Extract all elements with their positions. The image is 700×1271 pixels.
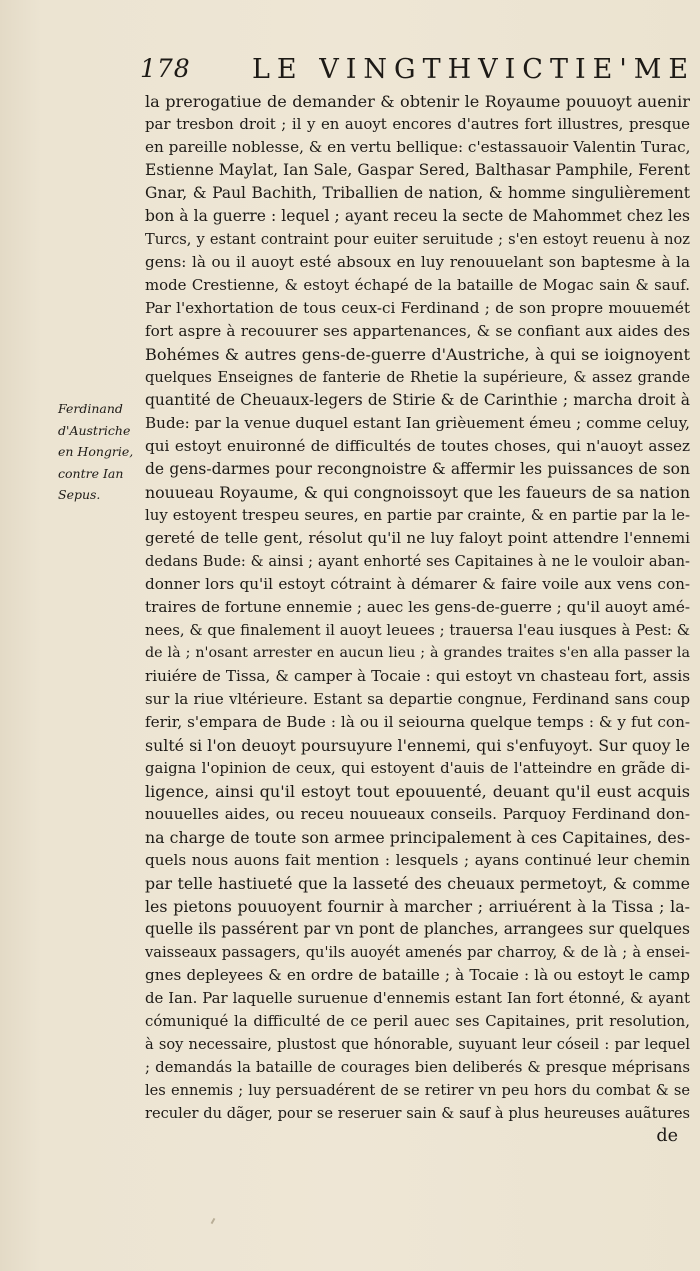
text-line: Bohémes & autres gens-de-guerre d'Austriche, à qui se ioignoyent	[145, 345, 690, 364]
text-line: dedans Bude: & ainsi ; ayant enhorté ses Capitaines à ne le vouloir aban-	[145, 553, 690, 570]
text-line: donner lors qu'il estoyt cótraint à démarer & faire voile aux vens con-	[145, 575, 690, 593]
text-line: gereté de telle gent, résolut qu'il ne luy faloyt point attendre l'ennemi	[145, 529, 690, 547]
text-line: par telle hastiueté que la lasseté des cheuaux permetoyt, & comme	[145, 874, 690, 893]
text-line: fort aspre à recouurer ses appartenances, & se confiant aux aides des	[145, 322, 690, 340]
text-line: de gens-darmes pour recongnoistre & affermir les puissances de son	[145, 460, 690, 478]
text-line: à soy necessaire, plustost que hónorable, suyuant leur cóseil : par lequel	[145, 1036, 690, 1053]
page-header	[140, 54, 695, 88]
page-number: 178	[140, 54, 191, 83]
text-line: Par l'exhortation de tous ceux-ci Ferdinand ; de son propre mouuemét	[145, 299, 690, 317]
text-line: de Ian. Par laquelle suruenue d'ennemis estant Ian fort étonné, & ayant	[145, 989, 690, 1007]
running-head: LE VINGTHVICTIE'ME	[252, 54, 696, 85]
text-line: sulté si l'on deuoyt poursuyure l'ennemi, qui s'enfuyoyt. Sur quoy le	[145, 736, 690, 755]
text-line: quelle ils passérent par vn pont de planches, arrangees sur quelques	[145, 920, 690, 938]
text-line: nouuelles aides, ou receu nouueaux conseils. Parquoy Ferdinand don-	[145, 805, 690, 823]
text-line: de	[656, 1126, 678, 1146]
text-line: en pareille noblesse, & en vertu bellique: c'estassauoir Valentin Turac,	[145, 138, 690, 156]
text-line: bon à la guerre : lequel ; ayant receu la secte de Mahommet chez les	[145, 207, 690, 225]
text-line: Gnar, & Paul Bachith, Triballien de nation, & homme singulièrement	[145, 184, 690, 202]
text-line: quantité de Cheuaux-legers de Stirie & de Carinthie ; marcha droit à	[145, 391, 690, 409]
margin-note: Ferdinand d'Austriche en Hongrie, contre Ian Sepus.	[58, 401, 134, 502]
text-line: de là ; n'osant arrester en aucun lieu ; à grandes traites s'en alla passer la	[145, 645, 690, 661]
body-text	[145, 90, 690, 1148]
text-line: les pietons pouuoyent fournir à marcher ; arriuérent à la Tissa ; la-	[145, 897, 690, 916]
text-line: nees, & que finalement il auoyt leuees ; trauersa l'eau iusques à Pest: &	[145, 621, 690, 639]
text-line: mode Crestienne, & estoyt échapé de la bataille de Mogac sain & sauf.	[145, 276, 690, 294]
text-line: ligence, ainsi qu'il estoyt tout epouuenté, deuant qu'il eust acquis	[145, 782, 690, 801]
text-line: gaigna l'opinion de ceux, qui estoyent d'auis de l'atteindre en grãde di-	[145, 759, 690, 777]
text-line: gens: là ou il auoyt esté absoux en luy renouuelant son baptesme à la	[145, 253, 690, 271]
text-line: Turcs, y estant contraint pour euiter seruitude ; s'en estoyt reuenu à noz	[145, 231, 690, 248]
text-line: quels nous auons fait mention : lesquels ; ayans continué leur chemin	[145, 851, 690, 869]
text-line: la prerogatiue de demander & obtenir le Royaume pouuoyt auenir	[145, 92, 690, 111]
text-line: par tresbon droit ; il y en auoyt encores d'autres fort illustres, presque	[145, 115, 690, 133]
text-line: Estienne Maylat, Ian Sale, Gaspar Sered, Balthasar Pamphile, Ferent	[145, 161, 690, 179]
text-line: cómuniqué la difficulté de ce peril auec ses Capitaines, prit resolution,	[145, 1012, 690, 1030]
text-line: qui estoyt enuironné de difficultés de toutes choses, qui n'auoyt assez	[145, 437, 690, 455]
paper-speck	[211, 1218, 216, 1224]
text-line: ; demandás la bataille de courages bien deliberés & presque méprisans	[145, 1058, 690, 1076]
text-line: sur la riue vltérieure. Estant sa departie congnue, Ferdinand sans coup	[145, 690, 690, 708]
text-line: luy estoyent trespeu seures, en partie par crainte, & en partie par la le-	[145, 506, 690, 524]
text-line: nouueau Royaume, & qui congnoissoyt que les faueurs de sa nation	[145, 483, 690, 502]
text-line: traires de fortune ennemie ; auec les gens-de-guerre ; qu'il auoyt amé-	[145, 598, 690, 616]
text-line: ferir, s'empara de Bude : là ou il seiourna quelque temps : & y fut con-	[145, 713, 690, 731]
text-line: riuiére de Tissa, & camper à Tocaie : qui estoyt vn chasteau fort, assis	[145, 667, 690, 685]
text-line: reculer du dãger, pour se reseruer sain & sauf à plus heureuses auãtures	[145, 1105, 690, 1122]
text-line: gnes depleyees & en ordre de bataille ; à Tocaie : là ou estoyt le camp	[145, 966, 690, 984]
text-line: quelques Enseignes de fanterie de Rhetie la supérieure, & assez grande	[145, 369, 690, 386]
text-line: vaisseaux passagers, qu'ils auoyét amenés par charroy, & de là ; à ensei-	[145, 944, 690, 961]
text-line: na charge de toute son armee principalement à ces Capitaines, des-	[145, 828, 690, 847]
text-line: Bude: par la venue duquel estant Ian grièuement émeu ; comme celuy,	[145, 414, 690, 432]
text-line: les ennemis ; luy persuadérent de se retirer vn peu hors du combat & se	[145, 1082, 690, 1099]
